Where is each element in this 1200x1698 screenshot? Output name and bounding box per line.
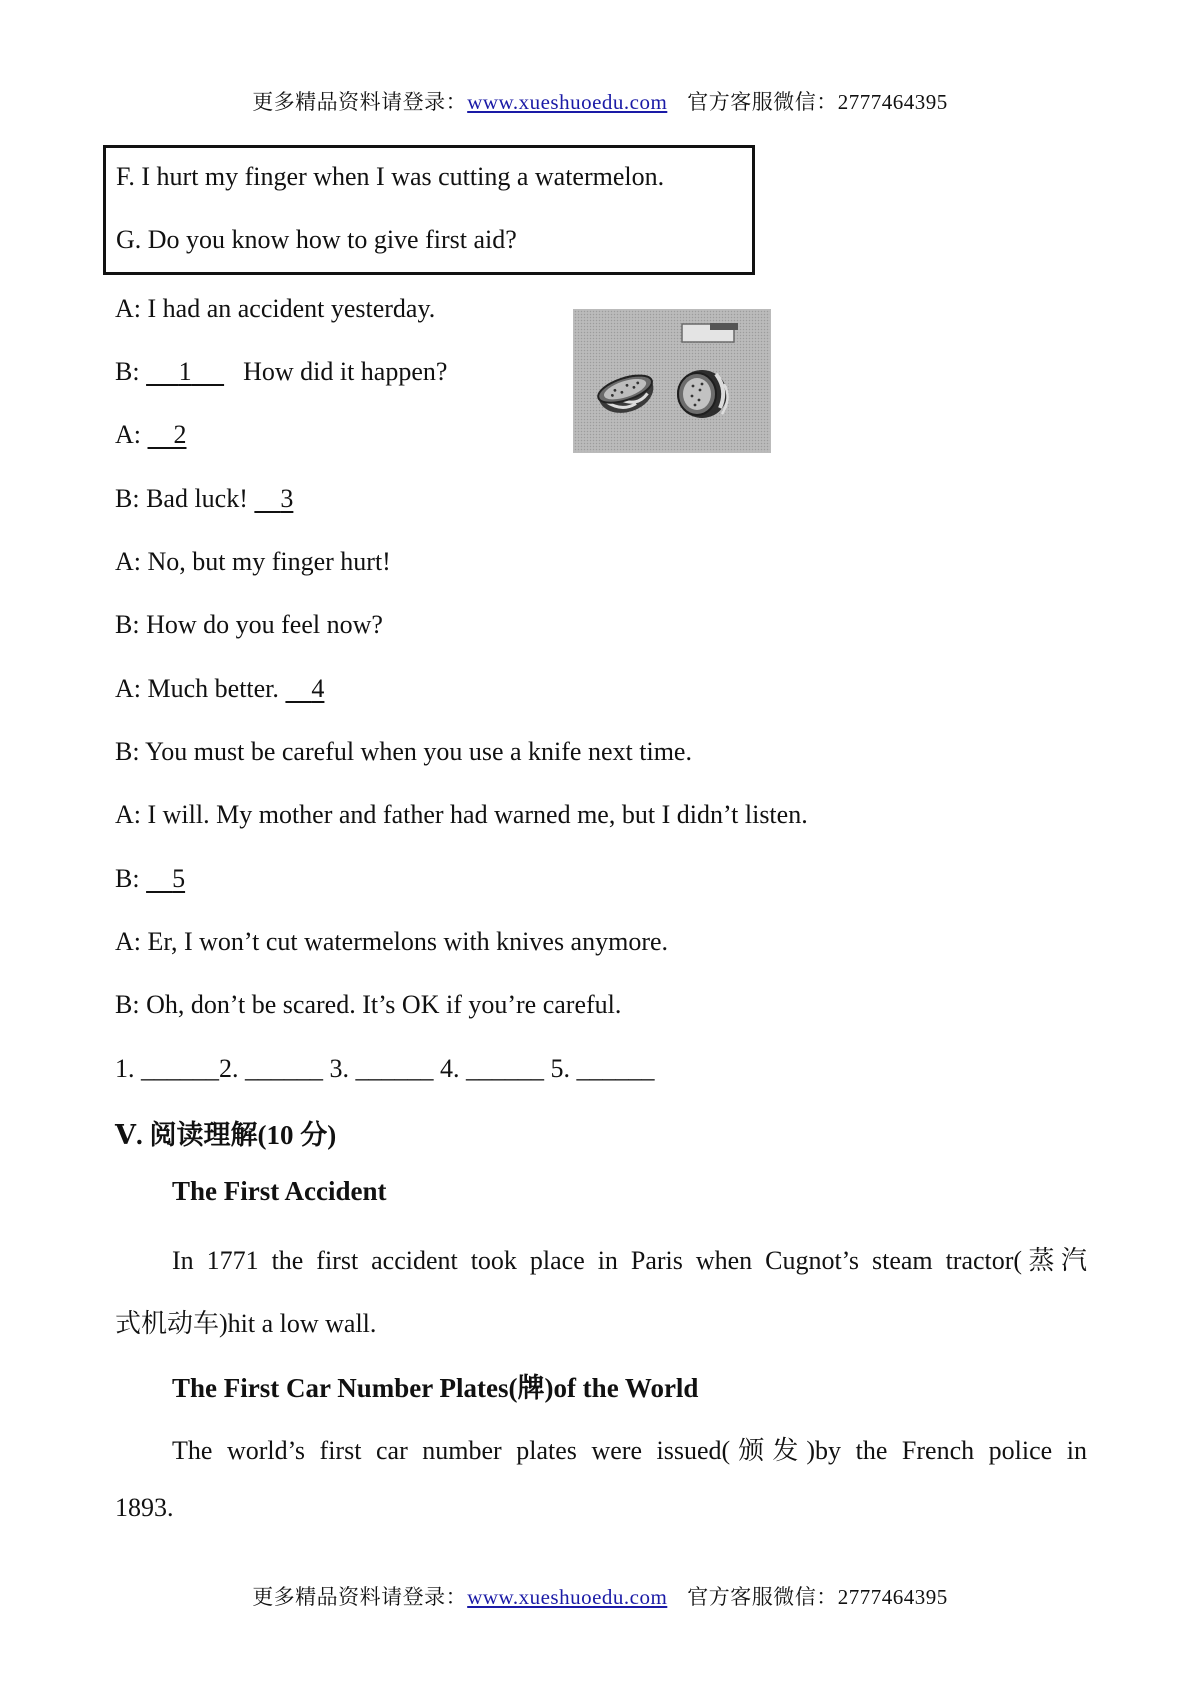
- page-header: [0, 86, 1200, 116]
- dialogue-line: [115, 357, 447, 387]
- header-prefix: 更多精品资料请登录：: [252, 90, 468, 114]
- dialogue-line: B: How do you feel now?: [115, 610, 383, 639]
- answer-blank-4: 4: [311, 674, 325, 703]
- footer-prefix: 更多精品资料请登录：: [252, 1585, 468, 1609]
- section-title: Ⅴ. 阅读理解(10 分): [115, 1120, 337, 1150]
- answer-blank-1: 1: [178, 357, 192, 386]
- dialogue-speaker: B:: [115, 357, 147, 386]
- dialogue-line: B: Oh, don’t be scared. It’s OK if you’re careful.: [115, 990, 622, 1019]
- passage-line: 式机动车)hit a low wall.: [115, 1309, 377, 1338]
- passage-line: In 1771 the first accident took place in Paris when Cugnot’s steam tractor(蒸汽: [172, 1246, 1087, 1275]
- watermelon-knife-illustration: [573, 309, 771, 453]
- dialogue-line: A: Er, I won’t cut watermelons with knives anymore.: [115, 927, 669, 956]
- dialogue-speaker: A: Much better.: [115, 674, 286, 703]
- answer-line: 1. ______2. ______ 3. ______ 4. ______ 5. ______: [115, 1054, 655, 1083]
- dialogue-line: [115, 674, 342, 704]
- header-contact: 官方客服微信：2777464395: [687, 90, 948, 114]
- passage-heading: The First Car Number Plates(牌)of the World: [172, 1373, 699, 1403]
- dialogue-line: B: You must be careful when you use a knife next time.: [115, 737, 692, 766]
- answer-blank-3: 3: [280, 484, 294, 513]
- header-link[interactable]: www.xueshuoedu.com: [467, 90, 668, 114]
- dialogue-line: A: I had an accident yesterday.: [115, 294, 436, 323]
- dialogue-speaker: B: Bad luck!: [115, 484, 255, 513]
- answer-blank-2: 2: [173, 420, 187, 449]
- footer-contact: 官方客服微信：2777464395: [687, 1585, 948, 1609]
- dialogue-speaker: A:: [115, 420, 148, 449]
- page-footer: [0, 1581, 1200, 1611]
- dialogue-line: [115, 420, 205, 450]
- footer-link[interactable]: www.xueshuoedu.com: [467, 1585, 668, 1609]
- dialogue-line: A: I will. My mother and father had warned me, but I didn’t listen.: [115, 800, 808, 829]
- dialogue-speaker: B:: [115, 864, 147, 893]
- dialogue-line: A: No, but my finger hurt!: [115, 547, 391, 576]
- options-box: [103, 145, 755, 275]
- option-g: G. Do you know how to give first aid?: [116, 225, 517, 254]
- option-f: F. I hurt my finger when I was cutting a watermelon.: [116, 162, 665, 191]
- watermelon-icon: [574, 310, 770, 452]
- dialogue-text: How did it happen?: [243, 357, 448, 386]
- dialogue-line: [115, 484, 311, 514]
- dialogue-line: [115, 864, 203, 894]
- answer-blank-5: 5: [172, 864, 186, 893]
- passage-line: 1893.: [115, 1493, 174, 1522]
- passage-line: The world’s first car number plates were issued(颁发)by the French police in: [172, 1436, 1087, 1465]
- passage-heading: The First Accident: [172, 1176, 387, 1206]
